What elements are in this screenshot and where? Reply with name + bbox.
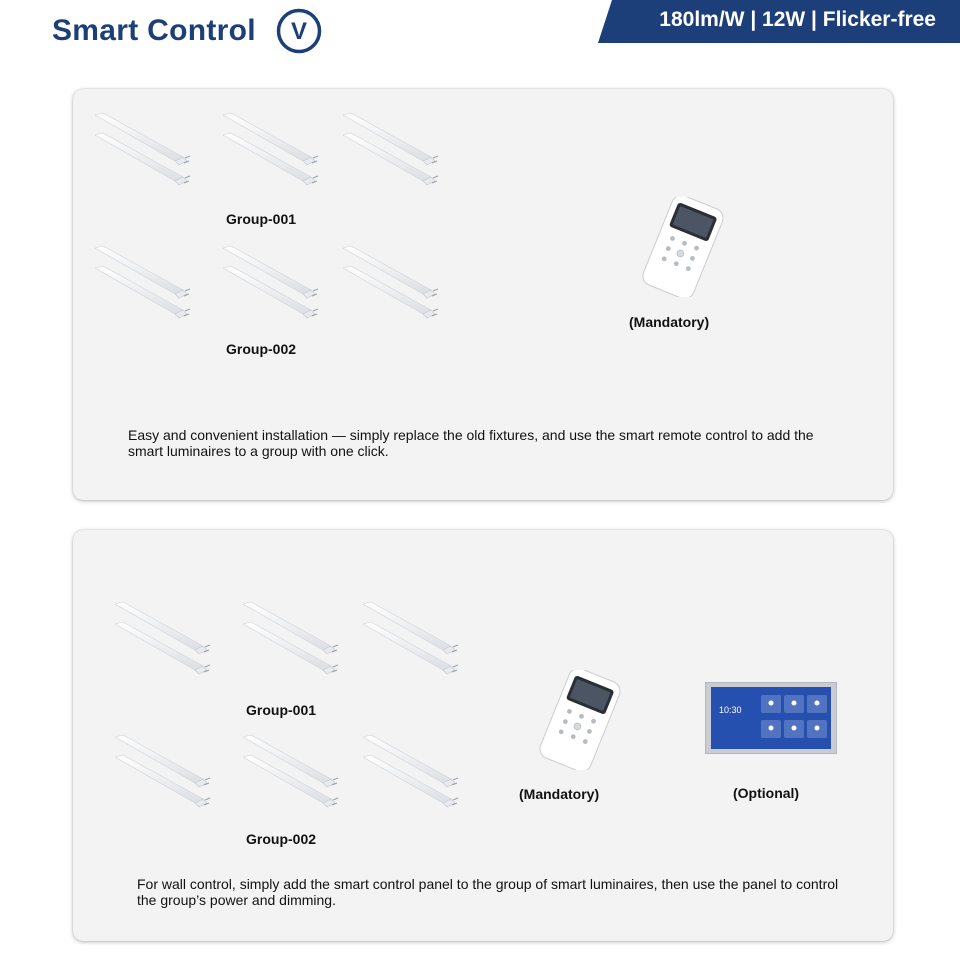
installation-card [73, 89, 893, 500]
group-label: Group-001 [226, 211, 297, 227]
led-tube-icon [243, 733, 343, 813]
wall-control-card [73, 530, 893, 941]
v-logo-icon [276, 8, 322, 54]
group-label: Group-002 [246, 831, 317, 847]
panel-time: 10:30 [719, 705, 742, 715]
logo-letter: V [290, 18, 308, 45]
page-title: Smart Control [52, 14, 256, 47]
led-tube-icon [343, 111, 443, 191]
installation-description: Easy and convenient installation — simply replace the old fixtures, and use the smart remote control to add the smart luminaires to a group with one click. [128, 427, 814, 459]
wall-control-description: For wall control, simply add the smart control panel to the group of smart luminaires, then use the panel to control the group’s power and dimming. [137, 876, 839, 908]
remote-control-icon [628, 197, 738, 297]
remote-control-icon [525, 670, 635, 770]
spec-text: 180lm/W | 12W | Flicker-free [659, 8, 936, 31]
led-tube-icon [115, 733, 215, 813]
group-label: Group-002 [226, 341, 297, 357]
led-tube-icon [363, 600, 463, 680]
mandatory-label: (Mandatory) [629, 314, 710, 330]
led-tube-icon [223, 111, 323, 191]
mandatory-label: (Mandatory) [519, 786, 600, 802]
wall-control-panel-icon [705, 682, 837, 754]
led-tube-icon [343, 244, 443, 324]
led-tube-icon [243, 600, 343, 680]
led-tube-icon [363, 733, 463, 813]
group-label: Group-001 [246, 702, 317, 718]
optional-label: (Optional) [733, 785, 800, 801]
led-tube-icon [223, 244, 323, 324]
led-tube-icon [95, 111, 195, 191]
led-tube-icon [115, 600, 215, 680]
led-tube-icon [95, 244, 195, 324]
